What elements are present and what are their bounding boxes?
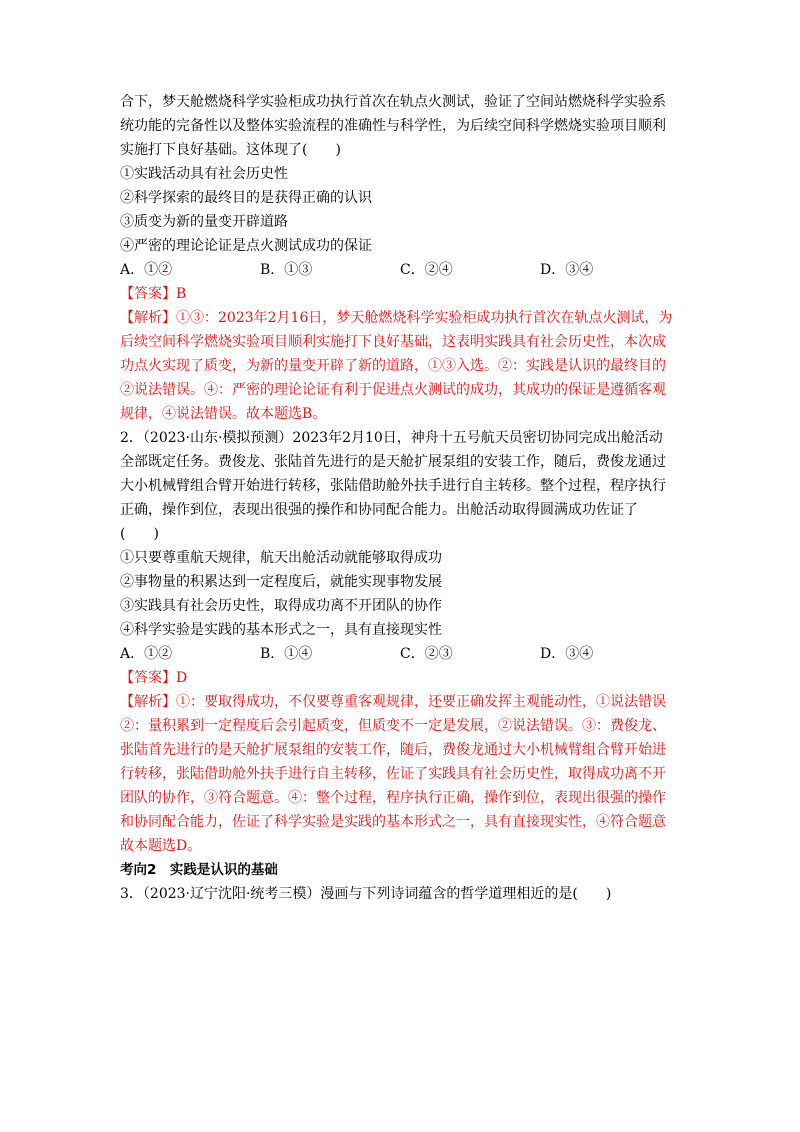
q2-stem-line: 2．（2023·山东·模拟预测）2023年2月10日，神舟十五号航天员密切协同完成出舱活动 xyxy=(120,430,663,446)
q1-stem-line: 实施打下良好基础。这体现了( ) xyxy=(120,142,341,158)
q1-stem-line: 统功能的完备性以及整体实验流程的准确性与科学性，为后续空间科学燃烧实验项目顺利 xyxy=(120,118,666,134)
q1-options xyxy=(120,260,680,280)
q3-stem: 3．（2023·辽宁沈阳·统考三模）漫画与下列诗词蕴含的哲学道理相近的是( ) xyxy=(120,886,612,902)
q1-answer: 【答案】B xyxy=(120,286,187,302)
q1-stem-line: 合下，梦天舱燃烧科学实验柜成功执行首次在轨点火测试，验证了空间站燃烧科学实验系 xyxy=(120,94,666,110)
q2-stem-line: 全部既定任务。费俊龙、张陆首先进行的是天舱扩展泵组的安装工作，随后，费俊龙通过 xyxy=(120,454,666,470)
q1-statement: ①实践活动具有社会历史性 xyxy=(120,166,288,182)
q1-statement: ③质变为新的量变开辟道路 xyxy=(120,214,288,230)
q2-statement: ③实践具有社会历史性，取得成功离不开团队的协作 xyxy=(120,598,442,614)
q1-option-a: A．①② xyxy=(120,262,173,278)
q1-analysis-line: 【解析】①③：2023年2月16日，梦天舱燃烧科学实验柜成功执行首次在轨点火测试，为 xyxy=(120,310,673,326)
q2-analysis-line: 行转移，张陆借助舱外扶手进行自主转移，佐证了实践具有社会历史性，取得成功离不开 xyxy=(120,766,666,782)
q2-analysis-line: 团队的协作，③符合题意。④：整个过程，程序执行正确，操作到位，表现出很强的操作 xyxy=(120,790,666,806)
q2-analysis-line: 故本题选D。 xyxy=(120,838,202,854)
q2-stem xyxy=(120,428,680,544)
q1-analysis-line: 规律，④说法错误。故本题选B。 xyxy=(120,406,327,422)
q2-stem-line: 大小机械臂组合臂开始进行转移，张陆借助舱外扶手进行自主转移。整个过程，程序执行 xyxy=(120,478,666,494)
q1-analysis xyxy=(120,308,680,424)
q1-analysis-line: ②说法错误。④：严密的理论论证有利于促进点火测试的成功，其成功的保证是遵循客观 xyxy=(120,382,666,398)
q1-statement: ④严密的理论论证是点火测试成功的保证 xyxy=(120,238,372,254)
q2-statement: ②事物量的积累达到一定程度后，就能实现事物发展 xyxy=(120,574,442,590)
q2-statement: ④科学实验是实践的基本形式之一，具有直接现实性 xyxy=(120,622,442,638)
q2-options xyxy=(120,644,680,664)
q2-analysis-line: 张陆首先进行的是天舱扩展泵组的安装工作，随后，费俊龙通过大小机械臂组合臂开始进 xyxy=(120,742,666,758)
q1-statement: ②科学探索的最终目的是获得正确的认识 xyxy=(120,190,372,206)
q2-option-a: A．①② xyxy=(120,646,173,662)
q2-option-b: B．①④ xyxy=(260,646,313,662)
q2-option-c: C．②③ xyxy=(400,646,453,662)
q2-stem-line: ( ) xyxy=(120,526,159,542)
q1-analysis-line: 功点火实现了质变，为新的量变开辟了新的道路，①③入选。②：实践是认识的最终目的 xyxy=(120,358,666,374)
q2-analysis-line: ②：量积累到一定程度后会引起质变，但质变不一定是发展，②说法错误。③：费俊龙、 xyxy=(120,718,666,734)
section-heading: 考向2 实践是认识的基础 xyxy=(120,862,278,878)
q2-statement: ①只要尊重航天规律，航天出舱活动就能够取得成功 xyxy=(120,550,442,566)
q2-analysis-line: 和协同配合能力，佐证了科学实验是实践的基本形式之一，具有直接现实性，④符合题意 xyxy=(120,814,666,830)
q2-answer: 【答案】D xyxy=(120,670,188,686)
q2-analysis-line: 【解析】①：要取得成功，不仅要尊重客观规律，还要正确发挥主观能动性，①说法错误 xyxy=(120,694,666,710)
q1-option-b: B．①③ xyxy=(260,262,313,278)
document-page xyxy=(120,92,680,908)
q2-analysis xyxy=(120,692,680,856)
q1-analysis-line: 后续空间科学燃烧实验项目顺利实施打下良好基础，这表明实践具有社会历史性，本次成 xyxy=(120,334,666,350)
q2-statements xyxy=(120,548,680,640)
q2-stem-line: 正确，操作到位，表现出很强的操作和协同配合能力。出舱活动取得圆满成功佐证了 xyxy=(120,502,638,518)
q1-stem xyxy=(120,92,680,160)
q1-statements xyxy=(120,164,680,256)
q1-option-c: C．②④ xyxy=(400,262,453,278)
q2-option-d: D．③④ xyxy=(540,646,594,662)
q1-option-d: D．③④ xyxy=(540,262,594,278)
